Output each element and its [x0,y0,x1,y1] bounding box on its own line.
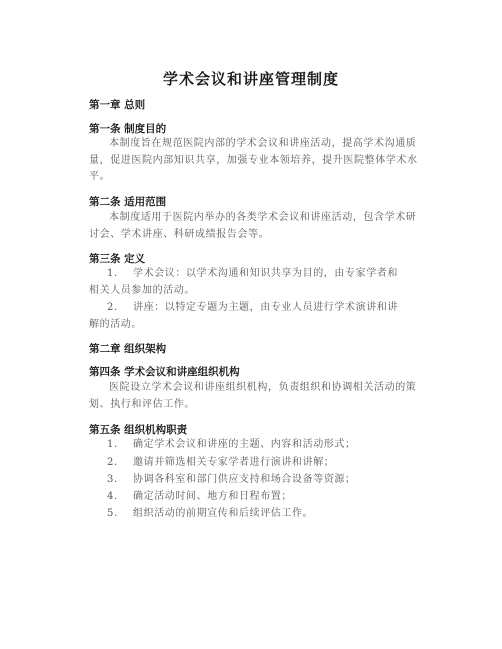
definition-item-1-line1: 学术会议：以学术沟通和知识共享为目的，由专家学者和 [133,268,398,279]
duty-item-5-text: 组织活动的前期宣传和后续评估工作。 [133,508,314,519]
definition-item-1 [89,266,423,299]
article-4-heading: 第四条 学术会议和讲座组织机构 [89,366,240,378]
duty-item-1 [107,437,423,454]
article-1-heading: 第一条 制度目的 [89,123,167,135]
article-3-heading: 第三条 定义 [89,253,146,265]
duty-item-5-number: 5. [107,508,118,519]
duty-item-2-number: 2. [107,457,118,468]
article-5-heading: 第五条 组织机构职责 [89,424,188,436]
duty-item-2 [107,455,423,472]
duty-item-4-text: 确定活动时间、地方和日程布置； [133,491,292,502]
definition-item-2 [89,300,423,333]
article-2-text: 本制度适用于医院内举办的各类学术会议和讲座活动，包含学术研讨会、学术讲座、科研成绩报告会等。 [89,212,417,240]
duty-item-3-number: 3. [107,474,118,485]
definition-item-1-line2: 相关人员参加的活动。 [89,284,195,296]
document-title: 学术会议和讲座管理制度 [162,70,339,88]
duty-item-4 [107,489,423,506]
duty-item-3-text: 协调各科室和部门供应支持和场合设备等资源； [133,474,356,485]
chapter-2-heading: 第二章 组织架构 [89,343,167,355]
duty-item-1-number: 1. [107,439,118,450]
duty-item-5 [107,506,423,523]
duty-item-4-number: 4. [107,491,118,502]
article-1-text: 本制度旨在规范医院内部的学术会议和讲座活动，提高学术沟通质量，促进医院内部知识共享，加强专业本领培养，提升医院整体学术水平。 [89,138,418,182]
duty-item-3 [107,472,423,489]
duty-item-2-text: 邀请并筛选相关专家学者进行演讲和讲解； [133,457,335,468]
definition-item-2-line1: 讲座：以特定专题为主题，由专业人员进行学术演讲和讲 [133,302,398,313]
article-4-text: 医院设立学术会议和讲座组织机构，负责组织和协调相关活动的策划、执行和评估工作。 [89,382,417,410]
article-2-heading: 第二条 适用范围 [89,196,167,208]
duty-item-1-text: 确定学术会议和讲座的主题、内容和活动形式； [133,439,356,450]
definition-item-2-number: 2. [107,302,118,313]
chapter-1-heading: 第一章 总则 [89,99,146,111]
definition-item-2-line2: 解的活动。 [89,318,142,330]
definition-item-1-number: 1. [107,268,118,279]
